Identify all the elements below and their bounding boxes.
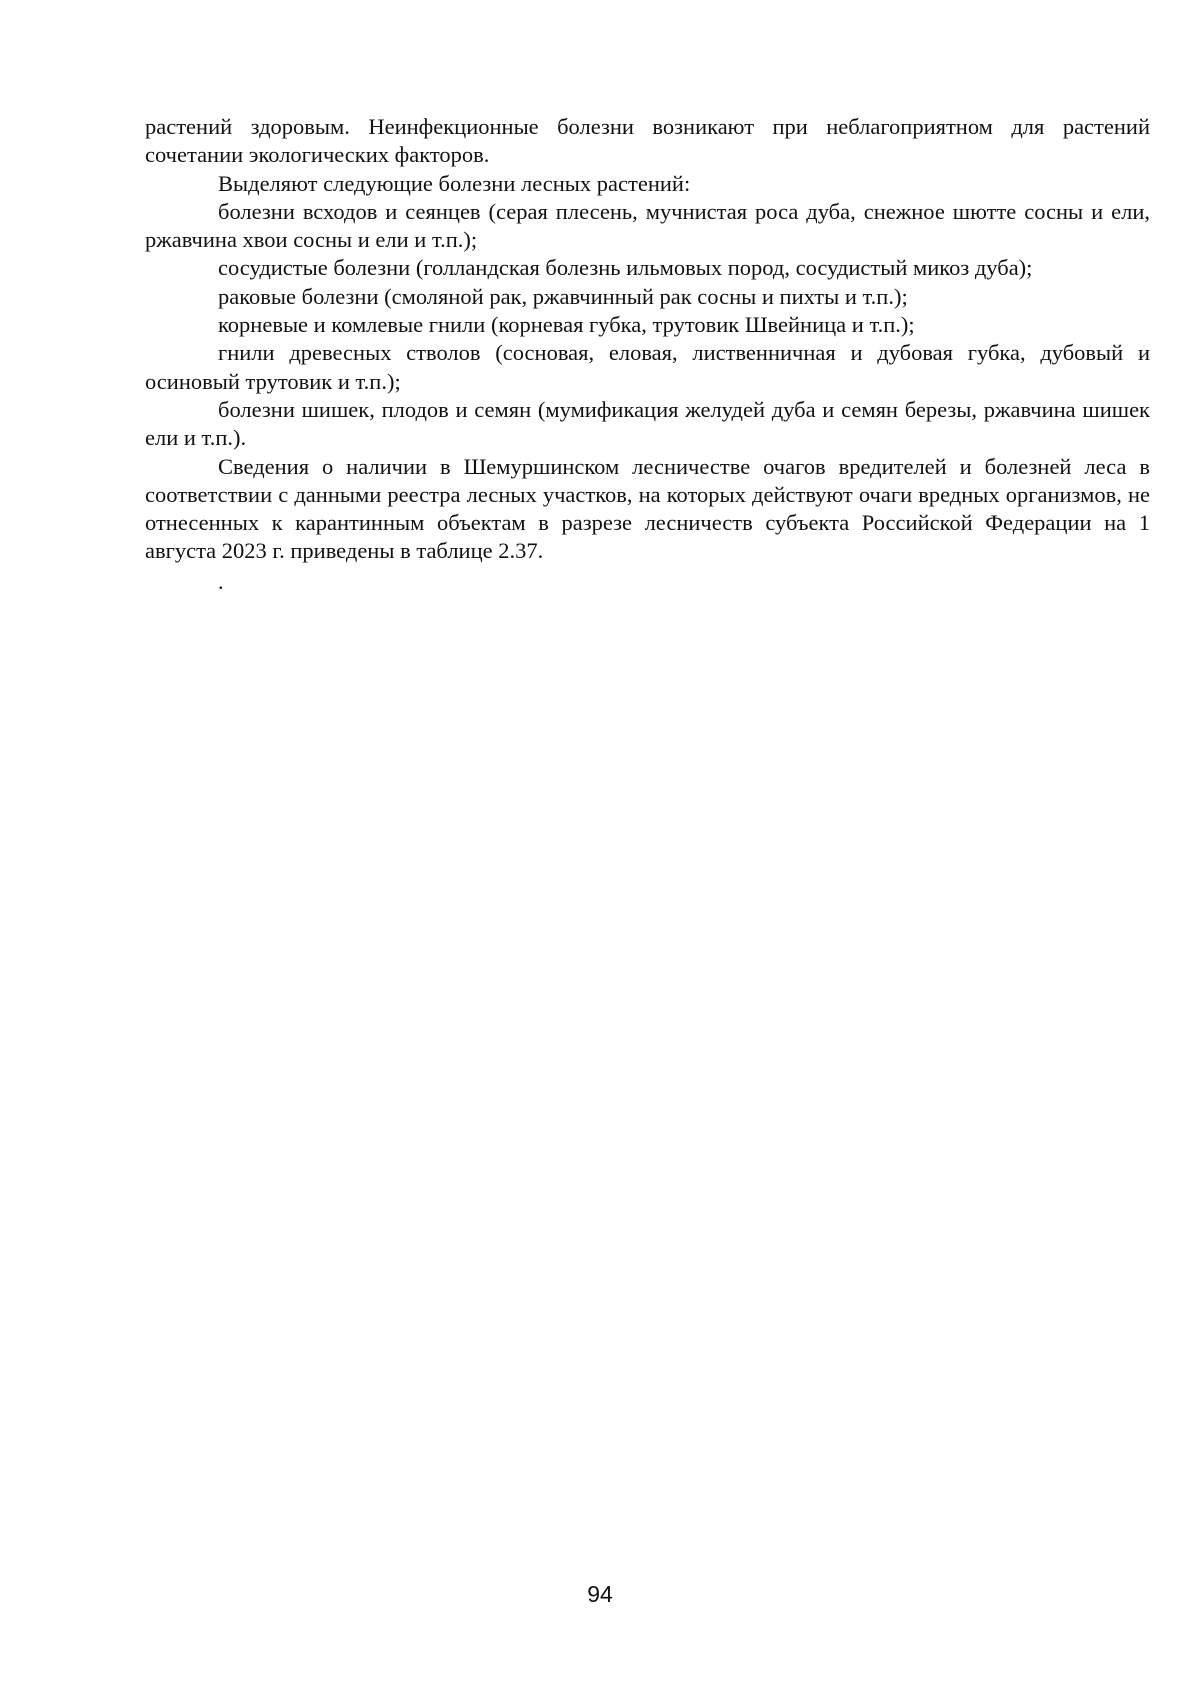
list-item-cone-seed-diseases: болезни шишек, плодов и семян (мумификация желудей дуба и семян березы, ржавчина шишек ели и т.п.). <box>145 396 1150 451</box>
paragraph-table-reference: Сведения о наличии в Шемуршинском лесничестве очагов вредителей и болезней леса в соответствии с данными реестра лесных участков, на которых действуют очаги вредных организмов, не отнесенных к карантинным объектам в разрезе лесничеств субъекта Российской Федерации на 1 августа 2023 г. приведены в таблице 2.37. <box>145 453 1150 564</box>
paragraph-continuation: растений здоровым. Неинфекционные болезни возникают при неблагоприятном для растений сочетании экологических факторов. <box>145 114 1150 168</box>
body-text <box>145 113 1150 566</box>
list-item-seedling-diseases: болезни всходов и сеянцев (серая плесень, мучнистая роса дуба, снежное шютте сосны и ели, ржавчина хвои сосны и ели и т.п.); <box>145 198 1150 253</box>
page-number: 94 <box>587 1581 613 1607</box>
list-item-vascular-diseases: сосудистые болезни (голландская болезнь ильмовых пород, сосудистый микоз дуба); <box>218 255 1033 281</box>
list-item-root-rots: корневые и комлевые гнили (корневая губка, трутовик Швейница и т.п.); <box>218 312 915 338</box>
stray-mark: . <box>218 569 224 594</box>
list-item-canker-diseases: раковые болезни (смоляной рак, ржавчинный рак сосны и пихты и т.п.); <box>218 283 908 309</box>
paragraph-intro-list: Выделяют следующие болезни лесных растений: <box>218 170 691 196</box>
list-item-stem-rots: гнили древесных стволов (сосновая, еловая, лиственничная и дубовая губка, дубовый и осиновый трутовик и т.п.); <box>145 340 1150 394</box>
